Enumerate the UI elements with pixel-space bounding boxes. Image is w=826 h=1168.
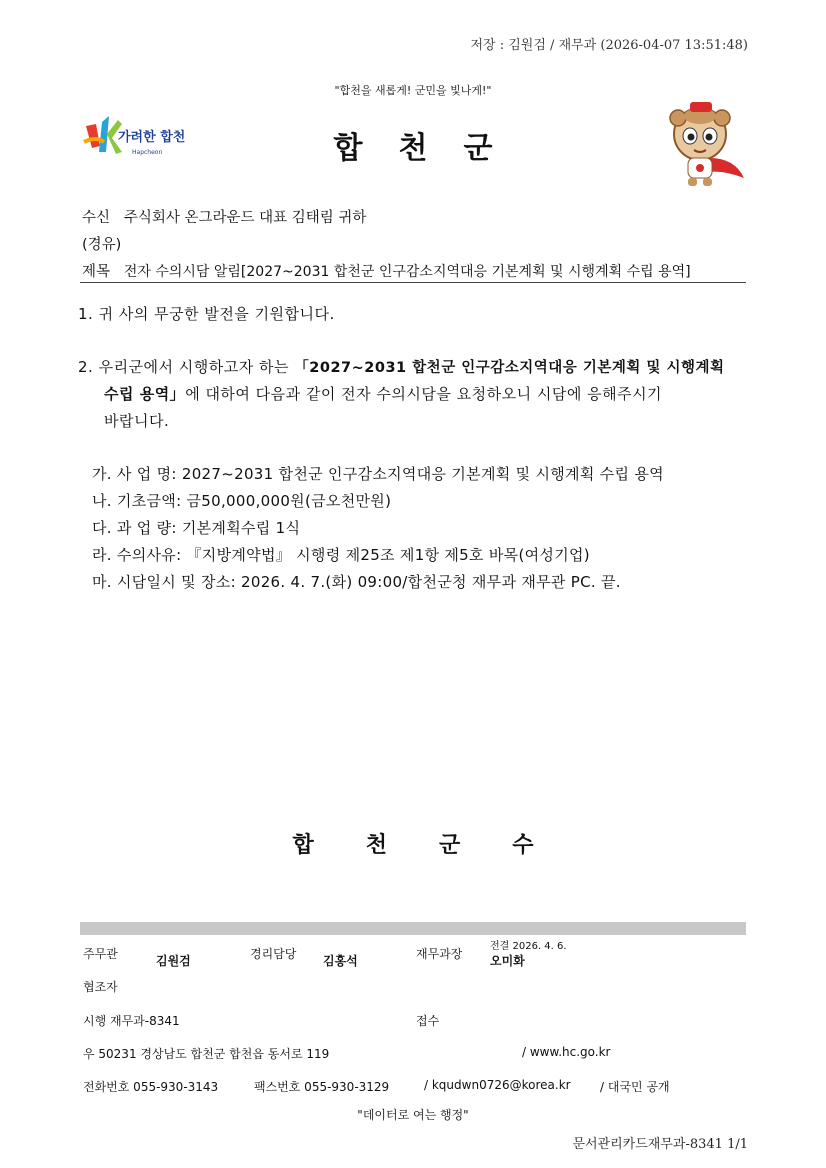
cooperator-label: 협조자	[83, 980, 118, 994]
phone-number: 전화번호 055-930-3143	[83, 1080, 219, 1094]
recipient-value: 주식회사 온그라운드 대표 김태림 귀하	[123, 210, 367, 226]
disclosure-status: / 대국민 공개	[600, 1080, 670, 1094]
save-info: 저장 : 김원검 / 재무과 (2026-04-07 13:51:48)	[470, 38, 748, 53]
approver2-label: 경리담당	[250, 947, 297, 961]
paragraph-2-prefix: 2. 우리군에서 시행하고자 하는	[78, 358, 295, 376]
item-reason: 라. 수의사유: 『지방계약법』 시행령 제25조 제1항 제5호 바목(여성기업)	[92, 546, 590, 564]
paragraph-2-title-end: 수립 용역」	[104, 385, 186, 403]
subject-label: 제목	[82, 264, 111, 280]
org-title: 합천군	[333, 131, 529, 166]
subject-line	[82, 260, 691, 281]
paragraph-2-title: 「2027~2031 합천군 인구감소지역대응 기본계획 및 시행계획	[294, 360, 725, 376]
paragraph-2-line-2	[104, 383, 662, 404]
logo-subtext: Hapcheon	[132, 149, 163, 156]
recipient-line	[82, 206, 366, 227]
subject-divider	[80, 282, 746, 283]
approver1-name: 김원검	[156, 954, 191, 968]
enforce-info: 시행 재무과-8341	[83, 1014, 180, 1028]
mascot-image	[664, 98, 746, 188]
homepage-link[interactable]: / www.hc.go.kr	[522, 1045, 611, 1059]
item-work-amount: 다. 과 업 량: 기본계획수립 1식	[92, 519, 301, 537]
signature: 합천군수	[292, 833, 586, 858]
approver3-label: 재무과장	[416, 947, 463, 961]
via-line: (경유)	[82, 237, 122, 253]
paragraph-1: 1. 귀 사의 무궁한 발전을 기원합니다.	[78, 305, 335, 323]
item-base-amount: 나. 기초금액: 금50,000,000원(금오천만원)	[92, 492, 392, 510]
logo-text: 가려한 합천	[118, 130, 186, 145]
footer-slogan: "데이터로 여는 행정"	[357, 1108, 469, 1122]
address: 우 50231 경상남도 합천군 합천읍 동서로 119	[83, 1047, 330, 1061]
item-schedule: 마. 시담일시 및 장소: 2026. 4. 7.(화) 09:00/합천군청 재무과 재무관 PC. 끝.	[92, 573, 621, 591]
approver1-label: 주무관	[83, 947, 118, 961]
receipt-info: 접수	[416, 1014, 440, 1028]
approver3-name: 오미화	[490, 954, 525, 968]
paragraph-2-line-1	[78, 356, 725, 377]
email-link[interactable]: / kqudwn0726@korea.kr	[424, 1078, 571, 1092]
paragraph-2-rest: 에 대하여 다음과 같이 전자 수의시담을 요청하오니 시담에 응해주시기	[185, 385, 663, 403]
page-info: 문서관리카드재무과-8341 1/1	[572, 1137, 748, 1152]
footer-band	[80, 922, 746, 935]
recipient-label: 수신	[82, 210, 111, 226]
fax-number: 팩스번호 055-930-3129	[254, 1080, 390, 1094]
slogan: "합천을 새롭게! 군민을 빛나게!"	[334, 84, 492, 97]
subject-value: 전자 수의시담 알림[2027~2031 합천군 인구감소지역대응 기본계획 및 시행계획 수립 용역]	[123, 264, 691, 280]
approver2-name: 김홍석	[323, 954, 358, 968]
paragraph-2-line-3: 바랍니다.	[104, 412, 170, 430]
item-project-name: 가. 사 업 명: 2027~2031 합천군 인구감소지역대응 기본계획 및 시행계획 수립 용역	[92, 465, 664, 483]
approver3-note: 전결 2026. 4. 6.	[490, 941, 567, 952]
